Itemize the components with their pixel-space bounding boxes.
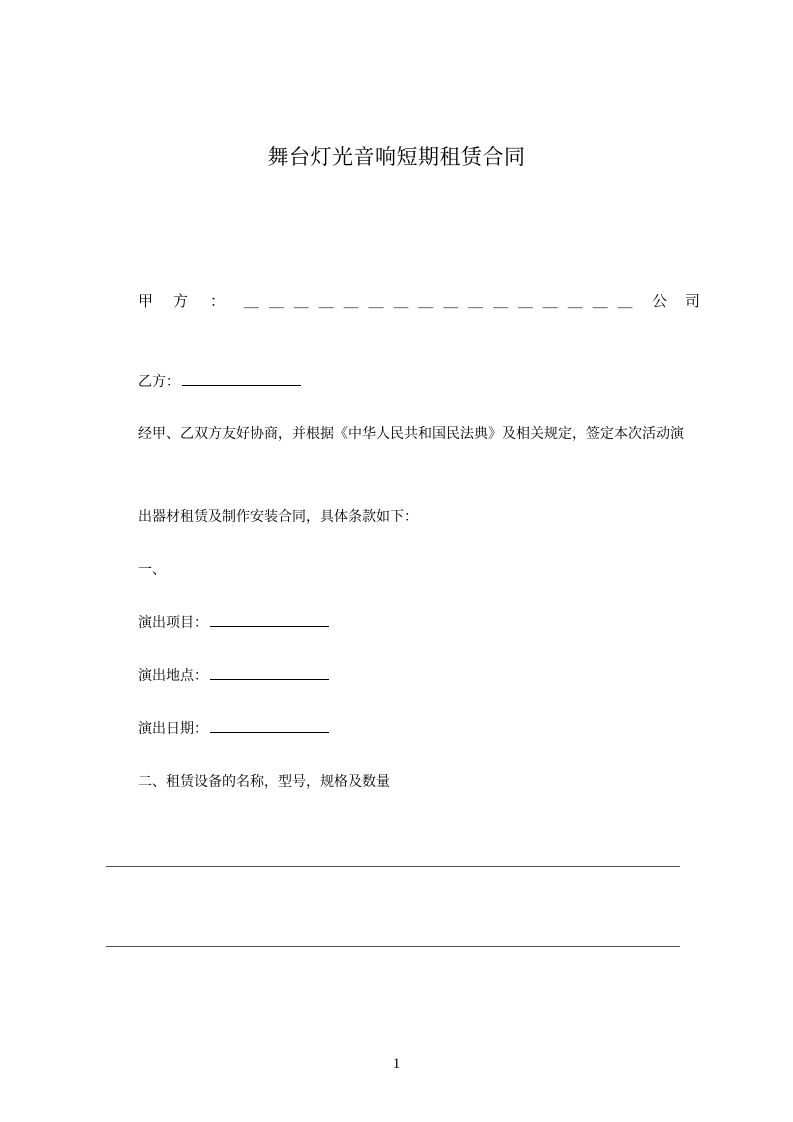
intro-paragraph xyxy=(110,422,700,446)
document-title: 舞台灯光音响短期租赁合同 xyxy=(267,145,526,169)
intro-continuation: 出器材租赁及制作安装合同，具体条款如下： xyxy=(138,509,418,525)
party-a-colon: ： xyxy=(210,292,226,310)
section-1-heading: 一、 xyxy=(138,562,166,578)
party-b-label: 乙方： xyxy=(138,374,180,390)
equipment-blank-line-2[interactable] xyxy=(106,946,680,947)
party-a-line xyxy=(138,290,718,314)
section-2-heading: 二、租赁设备的名称，型号，规格及数量 xyxy=(138,774,390,790)
party-a-blank[interactable]: ＿＿＿＿＿＿＿＿＿＿＿＿＿＿＿＿ xyxy=(244,292,643,310)
equipment-blank-line-1[interactable] xyxy=(106,866,680,867)
date-label: 演出日期： xyxy=(138,721,208,737)
project-blank[interactable] xyxy=(210,625,329,627)
location-blank[interactable] xyxy=(210,678,329,680)
page-number: 1 xyxy=(392,1056,401,1072)
location-line xyxy=(138,665,329,685)
location-label: 演出地点： xyxy=(138,668,208,684)
party-a-suffix: 公司 xyxy=(651,292,718,310)
project-line xyxy=(138,612,329,632)
party-a-label: 甲方 xyxy=(138,292,209,310)
intro-text: 经甲、乙双方友好协商，并根据《中华人民共和国民法典》及相关规定，签定本次活动演 xyxy=(138,426,684,442)
party-b-blank[interactable] xyxy=(182,384,301,386)
date-line xyxy=(138,718,329,738)
project-label: 演出项目： xyxy=(138,615,208,631)
date-blank[interactable] xyxy=(210,731,329,733)
party-b-line xyxy=(138,371,301,391)
